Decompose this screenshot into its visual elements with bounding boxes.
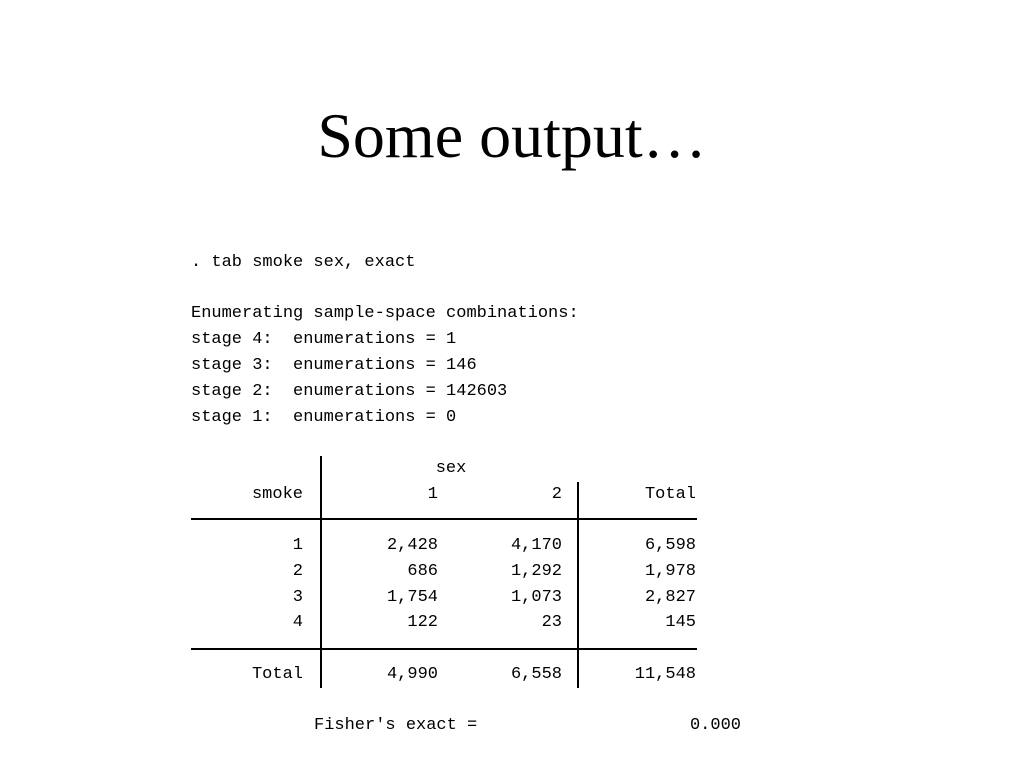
stage-line: stage 1: enumerations = 0 bbox=[191, 408, 457, 427]
table-cell: 4,990 bbox=[386, 665, 438, 684]
table-cell: 23 bbox=[541, 613, 562, 632]
slide-title: Some output… bbox=[317, 100, 707, 171]
stage-line: stage 2: enumerations = 142603 bbox=[191, 382, 508, 401]
table-divider bbox=[191, 648, 697, 650]
table-cell: 1,754 bbox=[386, 588, 438, 607]
table-cell: 2,428 bbox=[386, 536, 438, 555]
table-cell: 1,978 bbox=[644, 562, 696, 581]
fisher-exact-value: 0.000 bbox=[689, 716, 741, 735]
table-cell: 122 bbox=[407, 613, 438, 632]
row-label: 2 bbox=[292, 562, 303, 581]
table-cell: 1,292 bbox=[510, 562, 562, 581]
stage-line: stage 4: enumerations = 1 bbox=[191, 330, 457, 349]
table-cell: 145 bbox=[665, 613, 696, 632]
row-label: Total bbox=[251, 665, 303, 684]
command-line: . tab smoke sex, exact bbox=[191, 253, 416, 272]
row-label: 1 bbox=[292, 536, 303, 555]
table-cell: 11,548 bbox=[634, 665, 696, 684]
table-cell: 4,170 bbox=[510, 536, 562, 555]
row-variable-label: smoke bbox=[251, 485, 303, 504]
row-label: 3 bbox=[292, 588, 303, 607]
table-divider bbox=[191, 518, 697, 520]
column-header: Total bbox=[644, 485, 696, 504]
fisher-exact-label: Fisher's exact = bbox=[314, 716, 478, 735]
stage-line: stage 3: enumerations = 146 bbox=[191, 356, 477, 375]
column-header: 1 bbox=[427, 485, 438, 504]
table-cell: 686 bbox=[407, 562, 438, 581]
table-total-divider bbox=[577, 482, 579, 688]
column-variable-label: sex bbox=[435, 459, 467, 478]
table-row-divider bbox=[320, 456, 322, 688]
table-cell: 2,827 bbox=[644, 588, 696, 607]
column-header: 2 bbox=[551, 485, 562, 504]
table-cell: 6,558 bbox=[510, 665, 562, 684]
row-label: 4 bbox=[292, 613, 303, 632]
table-cell: 6,598 bbox=[644, 536, 696, 555]
table-cell: 1,073 bbox=[510, 588, 562, 607]
enumerating-line: Enumerating sample-space combinations: bbox=[191, 304, 579, 323]
